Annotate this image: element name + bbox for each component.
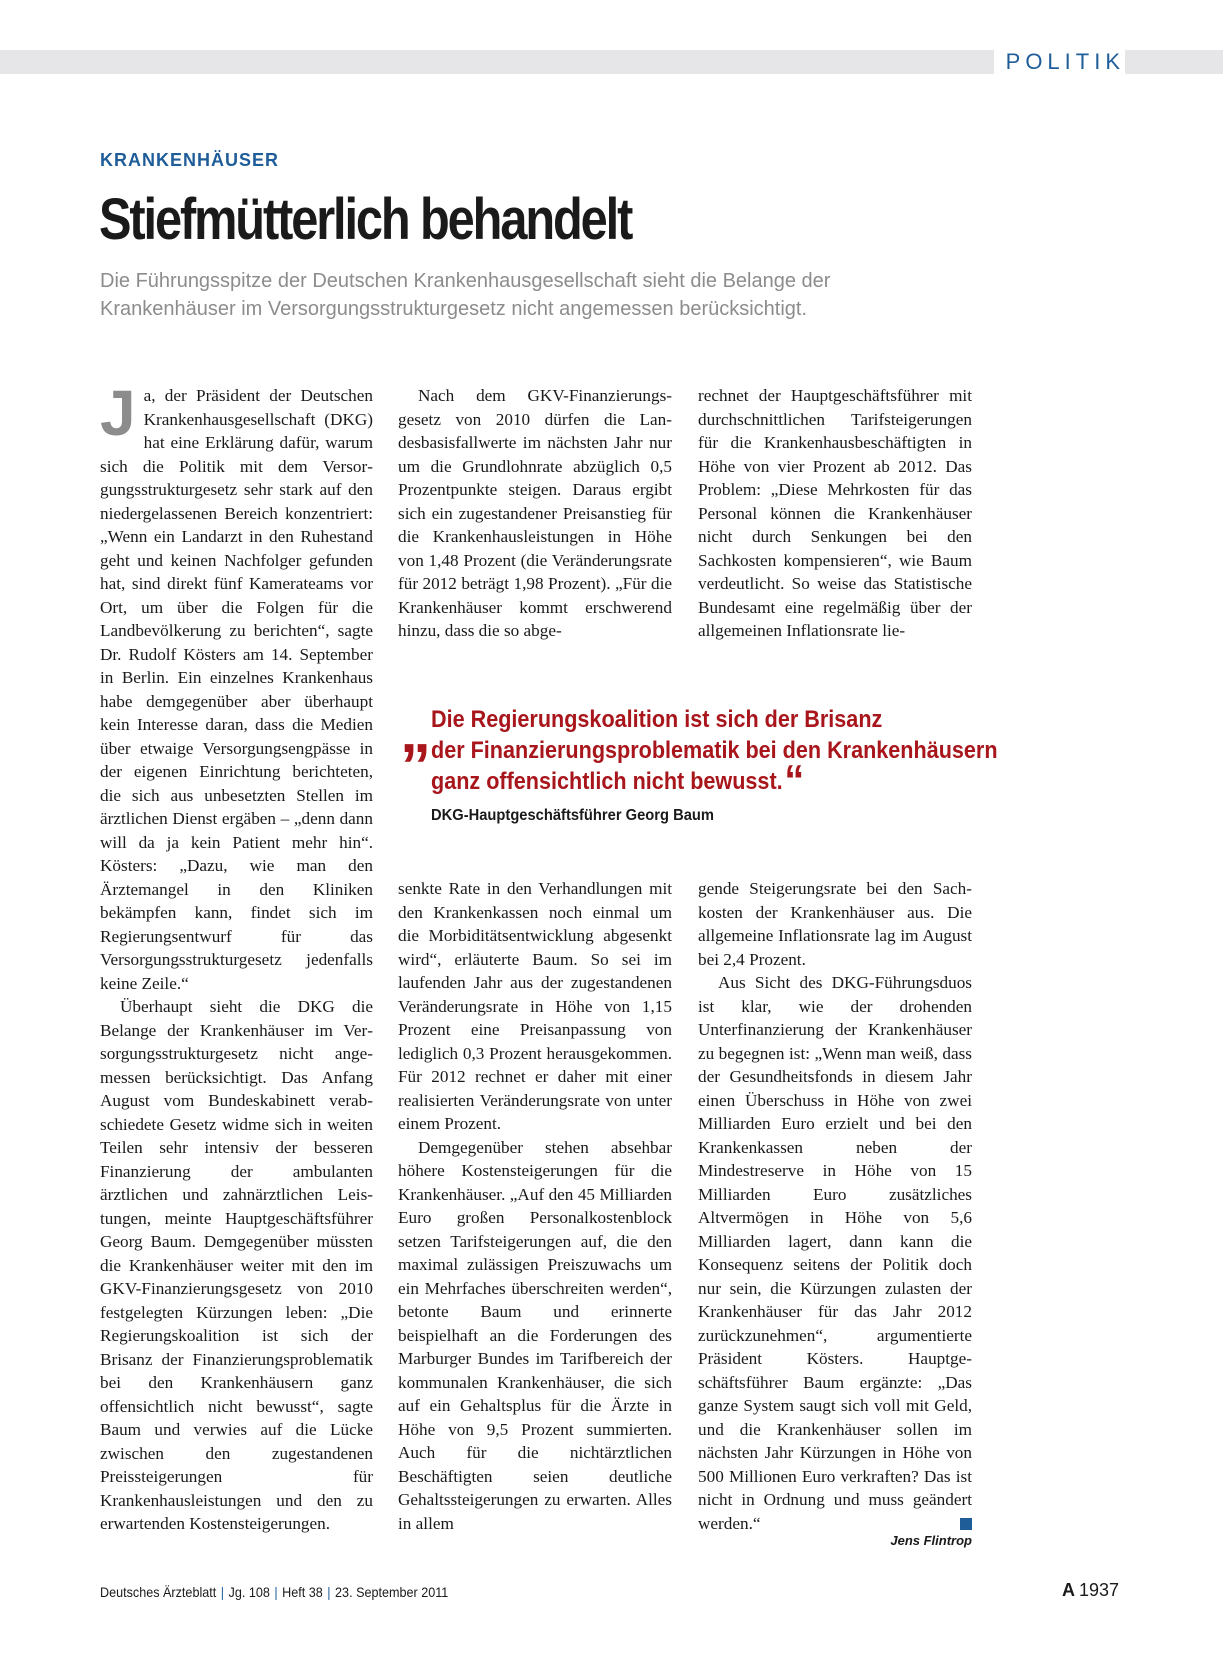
article-headline: Stiefmütterlich behandelt <box>99 187 632 252</box>
paragraph: Nach dem GKV-Finanzierungsgesetz von 2010 dürfen die Landesbasisfallwerte im nächsten Jahr nur um die Grundlohnrate abzüglich 0,5 Prozentpunkte steigen. Daraus ergibt sich ein zugestandener Preisanstieg für die Krankenhausleistungen in Höhe von 1,48 Prozent (die Veränderungsrate für 2012 beträgt 1,98 Prozent). „Für die Krankenhäuser kommt erschwerend hinzu, dass die so abge- <box>398 386 672 640</box>
article-column-1 <box>100 377 373 1536</box>
footer-separator: | <box>327 1584 331 1600</box>
end-mark-icon <box>960 1518 972 1530</box>
author-byline: Jens Flintrop <box>890 1533 972 1548</box>
paragraph: Überhaupt sieht die DKG die Belange der Krankenhäuser im Versorgungsstrukturgesetz nicht angemessen berücksichtigt. Das Anfang August vom Bundeskabinett verabschiedete Gesetz widme sich in weiten Teilen sehr intensiv der besseren Finanzierung der ambulanten ärztlichen und zahnärztlichen Leistungen, meinte Hauptgeschäftsführer Georg Baum. Demgegenüber müssten die Krankenhäuser weiter mit den im GKV-Finanzierungsgesetz von 2010 festgelegten Kürzungen leben: „Die Regierungskoalition ist sich der Brisanz der Finanzierungsproblematik bei den Krankenhäusern ganz offensichtlich nicht bewusst“, sagte Baum und verwies auf die Lücke zwischen den zugestandenen Preissteigerungen für Krankenhausleistungen und den zu erwartenden Kostensteigerungen. <box>100 997 373 1533</box>
paragraph <box>698 971 972 1535</box>
article-column-2-top <box>398 384 672 643</box>
pull-quote-line: Die Regierungskoalition ist sich der Brisanz <box>431 706 883 733</box>
pull-quote-source: DKG-Hauptgeschäftsführer Georg Baum <box>431 807 714 824</box>
page-prefix: A <box>1061 1580 1075 1600</box>
closing-quote-mark: “ <box>784 756 805 805</box>
paragraph: Demgegenüber stehen absehbar höhere Kostensteigerungen für die Krankenhäuser. „Auf den 45 Milliarden Euro großen Personalkostenblock setzen Tarifsteigerungen auf, die den maximal zulässigen Preiszuwachs um ein Mehrfaches überschreiten werden“, betonte Baum und erinnerte beispielhaft an die Forderungen des Marburger Bundes im Tarifbereich der kommunalen Krankenhäuser, die sich auf ein Gehaltsplus für die Ärzte in Höhe von 9,5 Prozent summierten. Auch für die nichtärztlichen Beschäftigten seien deutliche Gehaltssteigerungen zu erwarten. Alles in allem <box>398 1137 672 1533</box>
lead-line: Krankenhäuser im Versorgungsstrukturgesetz nicht angemessen berücksichtigt. <box>100 298 808 320</box>
paragraph-text: a, der Präsident der Deutschen Krankenhausgesellschaft (DKG) hat eine Erklärung dafür, warum sich die Politik mit dem Versorgungsstrukturgesetz sehr stark auf den niedergelassenen Bereich konzentriert: „Wenn ein Landarzt in den Ruhestand geht und keinen Nachfolger gefunden hat, sind direkt fünf Kamerateams vor Ort, um über die Folgen für die Landbevölkerung zu berichten“, sagte Dr. Rudolf Kösters am 14. September in Berlin. Ein einzelnes Krankenhaus habe demgegenüber aber überhaupt kein Interesse daran, dass die Medien über etwaige Versorgungsengpässe in der eigenen Einrichtung berichteten, die sich aus unbesetzten Stellen im ärztlichen Dienst ergäben – „denn dann will da ja kein Patient mehr hin“. Kösters: „Dazu, wie man den Ärztemangel in den Kliniken bekämpfen kann, findet sich im Regierungsentwurf für das Versorgungsstrukturgesetz jedenfalls keine Zeile.“ <box>100 386 373 993</box>
article-column-3-top <box>698 384 972 643</box>
page-footer <box>100 1584 448 1600</box>
page-number <box>1062 1580 1119 1601</box>
pull-quote-line-text: ganz offensichtlich nicht bewusst. <box>431 768 783 795</box>
paragraph: rechnet der Hauptgeschäftsführer mit durchschnittlichen Tarifsteigerungen für die Krankenhausbeschäftigten in Höhe von vier Prozent ab 2012. Das Problem: „Diese Mehrkosten für das Personal können die Krankenhäuser nicht durch Senkungen bei den Sachkosten kompensieren“, wie Baum verdeutlicht. So weise das Statistische Bundesamt eine regelmäßig über der allgemeinen Inflationsrate lie- <box>698 386 972 640</box>
paragraph-text: Aus Sicht des DKG-Führungsduos ist klar, wie der drohenden Unterfinanzierung der Krankenhäuser zu begegnen ist: „Wenn man weiß, dass der Gesundheitsfonds in diesem Jahr einen Überschuss in Höhe von zwei Milliarden Euro erzielt und bei den Krankenkassen neben der Mindestreserve in Höhe von 15 Milliarden Euro zusätzliches Altvermögen in Höhe von 5,6 Milliarden lagert, dann kann die Konsequenz seitens der Politik doch nur sein, die Kürzungen zulasten der Krankenhäuser für das Jahr 2012 zurückzunehmen“, argumentierte Präsident Kösters. Hauptgeschäftsführer Baum ergänzte: „Das ganze System saugt sich voll mit Geld, und die Krankenhäuser sollen im nächsten Jahr Kürzungen in Höhe von 500 Millionen Euro verkraften? Das ist nicht in Ordnung und muss geändert werden.“ <box>698 973 972 1533</box>
pull-quote-line: der Finanzierungsproblematik bei den Krankenhäusern <box>431 737 998 764</box>
issue-date: 23. September 2011 <box>335 1584 449 1600</box>
footer-separator: | <box>220 1584 225 1600</box>
article-kicker: KRANKENHÄUSER <box>100 150 280 170</box>
paragraph: senkte Rate in den Verhandlungen mit den Krankenkassen noch einmal um die Morbiditätsentwicklung abgesenkt wird“, erläuterte Baum. So sei im laufenden Jahr aus der zugestandenen Veränderungsrate in Höhe von 1,15 Prozent eine Preisanpassung von lediglich 0,3 Prozent herausgekommen. Für 2012 rechnet er daher mit einer realisierten Veränderungsrate von unter einem Prozent. <box>398 879 672 1133</box>
opening-quote-mark: „ <box>400 697 431 766</box>
publication-name: Deutsches Ärzteblatt <box>100 1584 217 1600</box>
section-label: POLITIK <box>994 48 1125 76</box>
volume: Jg. 108 <box>228 1584 270 1600</box>
paragraph: gende Steigerungsrate bei den Sachkosten der Krankenhäuser aus. Die allgemeine Inflationsrate lag im August bei 2,4 Prozent. <box>698 879 972 969</box>
paragraph <box>100 377 373 995</box>
issue: Heft 38 <box>282 1584 323 1600</box>
article-column-2-bottom <box>398 877 672 1535</box>
page-number-value: 1937 <box>1078 1580 1119 1600</box>
footer-separator: | <box>274 1584 278 1600</box>
article-column-3-bottom <box>698 877 972 1535</box>
pull-quote-text <box>431 704 1079 805</box>
lead-line: Die Führungsspitze der Deutschen Krankenhausgesellschaft sieht die Belange der <box>100 270 831 292</box>
article-lead <box>100 267 1100 323</box>
drop-cap: J <box>100 377 136 449</box>
pull-quote-line <box>431 756 1079 805</box>
